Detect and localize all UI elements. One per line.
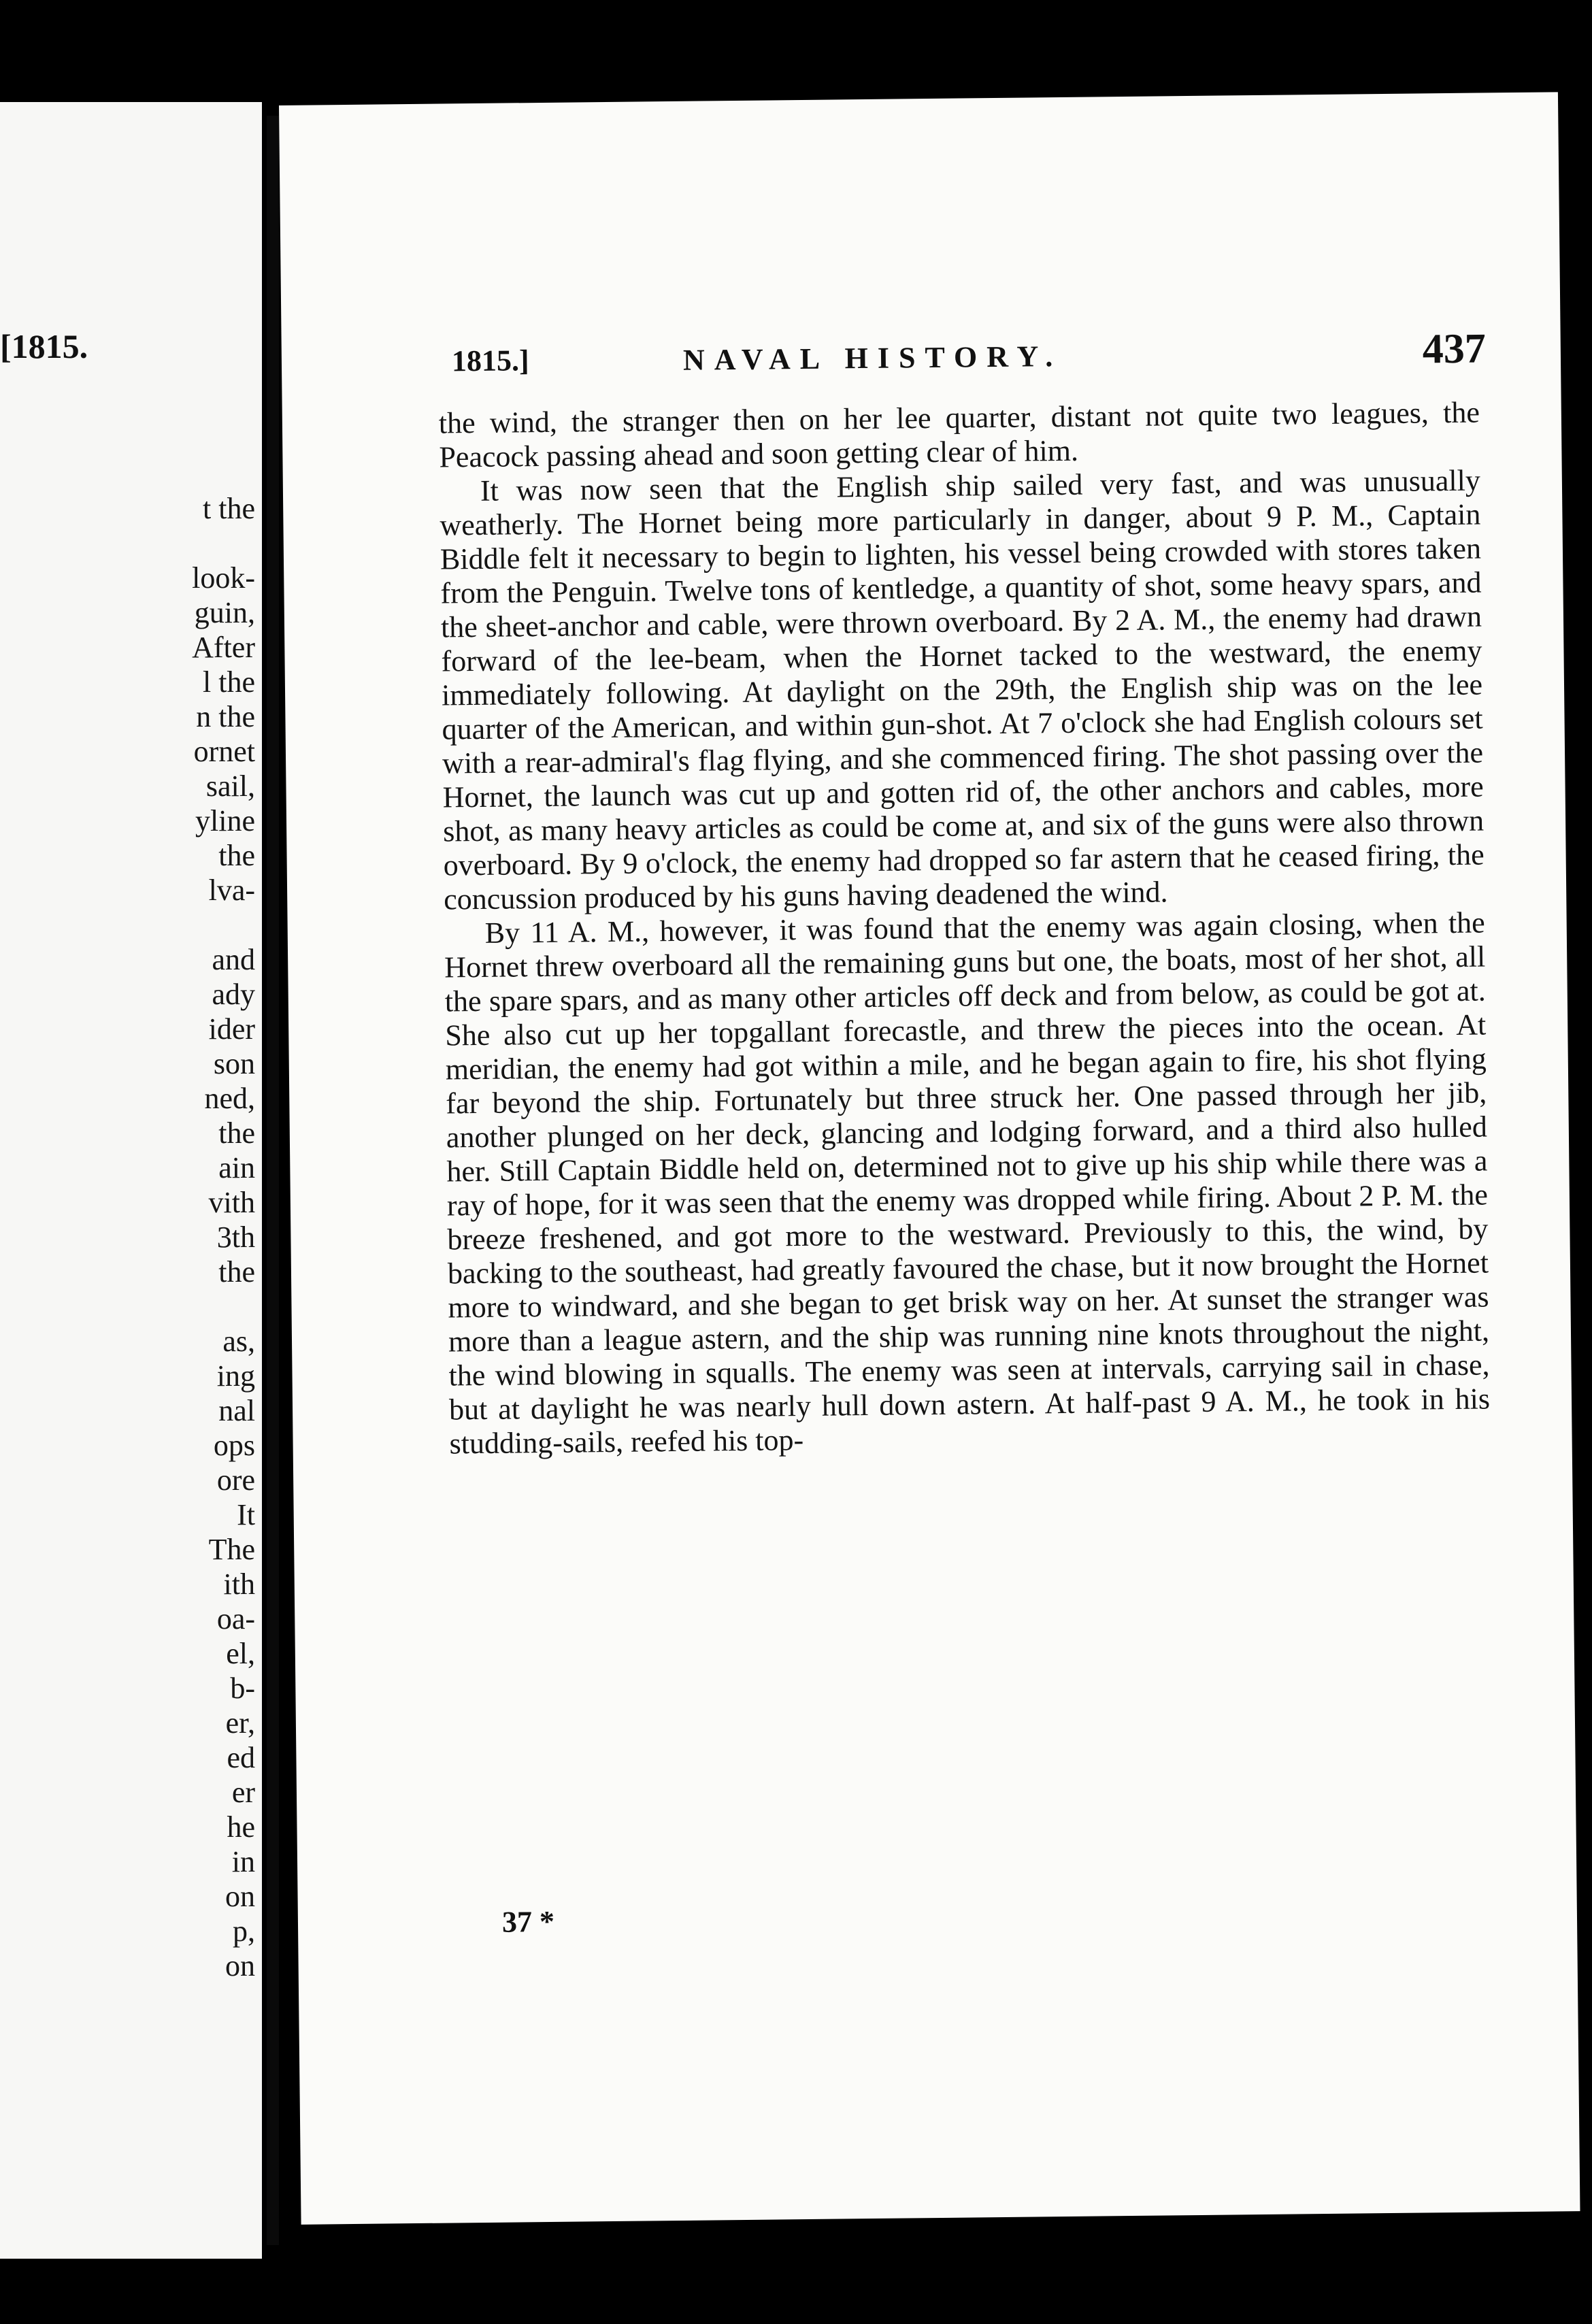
facing-page-line: p, (233, 1914, 255, 1948)
facing-page-line: ops (213, 1429, 255, 1462)
facing-page-line: ed (227, 1741, 255, 1774)
facing-page-line: b- (230, 1672, 255, 1705)
facing-page-line: on (225, 1949, 255, 1982)
facing-page-line (192, 1289, 255, 1324)
facing-page-line (192, 908, 255, 942)
signature-mark: 37 * (501, 1904, 555, 1939)
facing-page-line: the (218, 1116, 255, 1150)
facing-page-line: ore (216, 1463, 255, 1497)
facing-page-line: ady (212, 978, 255, 1011)
paragraph: It was now seen that the English ship sailed very fast, and was unusually weatherly. The Hornet being more particularly in danger, about 9 P. M., Captain Biddle felt it necessary to begin to lighten, his vessel being crowded with stores taken from the Penguin. Twelve tons of kentledge, a quantity of shot, some heavy spars, and the sheet-anchor and cable, were thrown overboard. By 2 A. M., the enemy had drawn forward of the lee-beam, when the Hornet tacked to the westward, the enemy immediately following. At daylight on the 29th, the English ship was on the lee quarter of the American, and within gun-shot. At 7 o'clock she had English colours set with a rear-admiral's flag flying, and she commenced firing. The shot passing over the Hornet, the launch was cut up and gotten rid of, the other anchors and cables, more shot, as many heavy articles as could be come at, and six of the guns were also thrown overboard. By 9 o'clock, the enemy had dropped so far astern that he ceased firing, the concussion produced by his guns having deadened the wind. (440, 463, 1485, 916)
paragraph: the wind, the stranger then on her lee quarter, distant not quite two leagues, the Peacock passing ahead and soon getting clear of him. (438, 395, 1480, 474)
facing-page-line: vith (208, 1186, 255, 1219)
paragraph: By 11 A. M., however, it was found that the enemy was again closing, when the Hornet threw overboard all the remaining guns but one, the boats, most of her shot, all the spare spars, and as many other articles off deck and from below, as could be got at. She also cut up her topgallant forecastle, and threw the pieces into the ocean. At meridian, the enemy had got within a mile, and he began again to fire, his shot flying far beyond the ship. Fortunately but three struck her. One passed through her jib, another plunged on her deck, glancing and lodging forward, and a third also hulled her. Still Captain Biddle held on, determined not to give up his ship while there was a ray of hope, for it was seen that the enemy was dropped while firing. About 2 P. M. the breeze freshened, and got more to the westward. Previously to this, the wind, by backing to the southeast, had greatly favoured the chase, but it now brought the Hornet more to windward, and she began to get brisk way on her. At sunset the stranger was more than a league astern, and the ship was running nine knots throughout the night, the wind blowing in squalls. The enemy was seen at intervals, carrying sail in chase, but at daylight he was nearly hull down astern. At half-past 9 A. M., he took in his studding-sails, reefed his top- (444, 906, 1491, 1461)
facing-page-line: After (192, 631, 255, 664)
facing-page-line: and (212, 943, 255, 976)
facing-page-line: 3th (216, 1221, 255, 1254)
facing-page-line: er (231, 1776, 255, 1809)
facing-page-line (192, 526, 255, 561)
facing-page-line: as, (222, 1325, 255, 1358)
facing-page-line: guin, (194, 596, 255, 629)
facing-page-line: yline (195, 804, 255, 837)
facing-page-line: sail, (205, 769, 255, 803)
body-text (439, 396, 1491, 1461)
facing-page-line: ornet (193, 735, 255, 768)
facing-page-line: ider (208, 1012, 255, 1046)
facing-page-line: the (218, 839, 255, 872)
facing-page-line: in (231, 1845, 255, 1878)
facing-page-line: ing (216, 1359, 255, 1393)
facing-page-line: l the (203, 665, 255, 699)
facing-page-line: el, (226, 1637, 255, 1670)
facing-page-line: on (225, 1880, 255, 1913)
facing-page (0, 102, 262, 2259)
facing-page-line: look- (192, 561, 255, 595)
facing-page-fragments (192, 491, 255, 1983)
facing-page-line: the (218, 1255, 255, 1289)
facing-page-line: ith (223, 1567, 255, 1601)
facing-page-line: er, (225, 1706, 255, 1740)
facing-page-line: oa- (216, 1602, 255, 1636)
facing-page-line: ned, (204, 1082, 255, 1115)
facing-page-line: t the (203, 492, 255, 525)
facing-page-header: [1815. (0, 327, 88, 365)
facing-page-line: n the (196, 700, 255, 733)
facing-page-line: lva- (208, 874, 255, 907)
facing-page-line: The (208, 1533, 255, 1566)
running-head-year: 1815.] (451, 344, 529, 378)
facing-page-line: ain (218, 1151, 255, 1184)
page-gutter (267, 116, 279, 2245)
running-head-title: NAVAL HISTORY. (682, 339, 1063, 377)
book-page (279, 92, 1580, 2225)
facing-page-line: nal (218, 1394, 255, 1427)
facing-page-line: son (213, 1047, 255, 1080)
facing-page-line: It (237, 1498, 255, 1531)
running-head (452, 327, 1487, 393)
facing-page-line: he (227, 1810, 255, 1844)
page-number: 437 (1422, 325, 1487, 373)
